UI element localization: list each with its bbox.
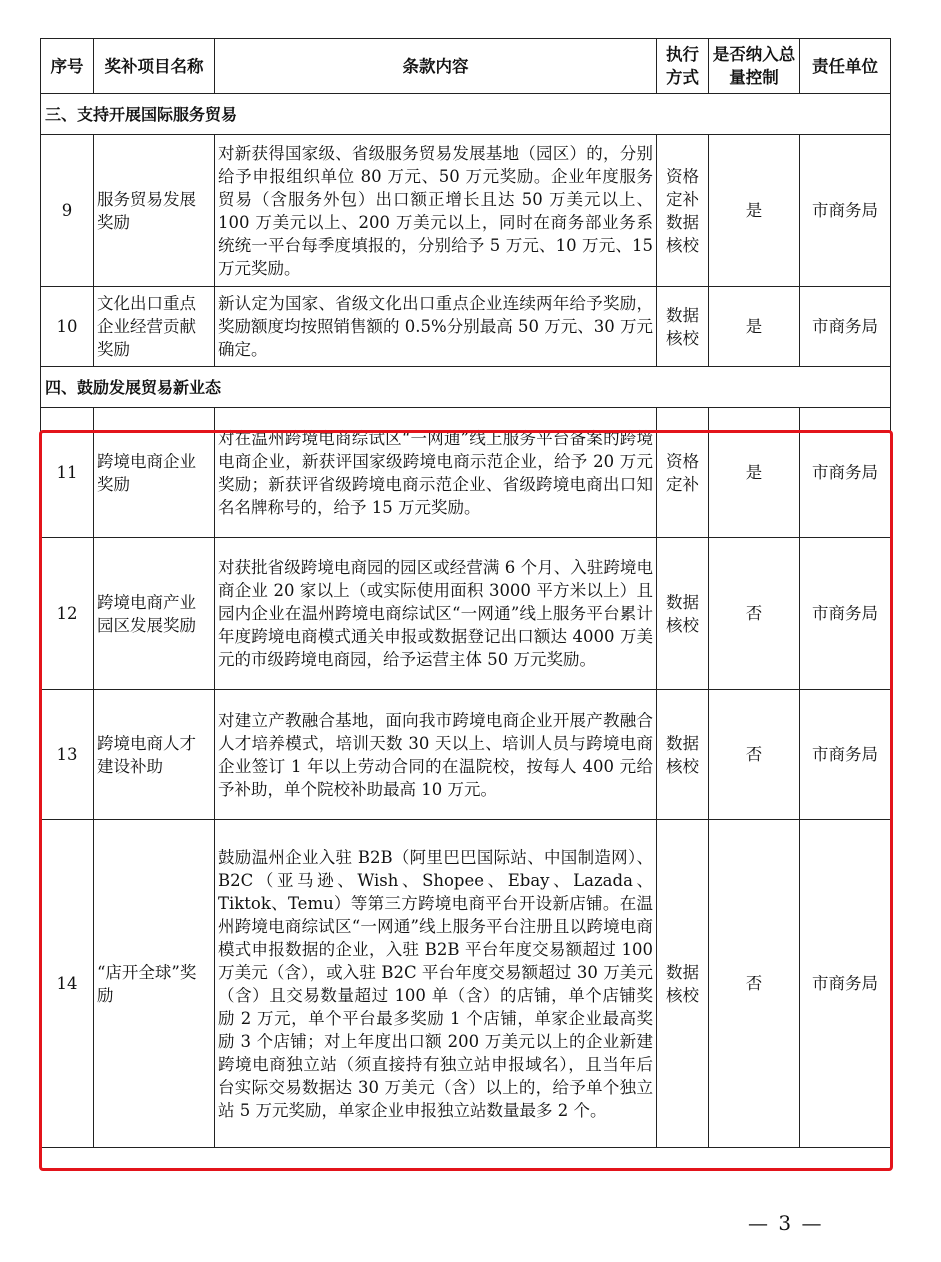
row-content: 鼓励温州企业入驻 B2B（阿里巴巴国际站、中国制造网）、B2C（亚马逊、Wish、Shopee、Ebay、Lazada、Tiktok、Temu）等第三方跨境电商平台开设新店铺。在温州跨境电商综试区“一网通”线上服务平台注册且以跨境电商模式申报数据的企业，入驻 B2B 平台年度交易额超过 100 万美元（含），或入驻 B2C 平台年度交易额超过 30 万美元（含）且交易数量超过 100 单（含）的店铺，单个店铺奖励 2 万元，单个平台最多奖励 1 个店铺，单家企业最高奖励 3 个店铺；对上年度出口额 200 万美元以上的企业新建跨境电商独立站（须直接持有独立站申报域名），且当年后台实际交易数据达 30 万美元（含）以上的，给予单个独立站 5 万元奖励，单家企业申报独立站数量最多 2 个。 bbox=[215, 820, 657, 1148]
row-no: 10 bbox=[41, 287, 94, 367]
row-mode: 数据核校 bbox=[657, 287, 709, 367]
table-row bbox=[41, 538, 891, 690]
row-content: 对新获得国家级、省级服务贸易发展基地（园区）的，分别给予申报组织单位 80 万元、50 万元奖励。企业年度服务贸易（含服务外包）出口额正增长且达 50 万美元以上、100 万美元以上、200 万美元以上，同时在商务部业务系统统一平台每季度填报的，分别给予 5 万元、10 万元、15 万元奖励。 bbox=[215, 135, 657, 287]
section-row bbox=[41, 367, 891, 408]
header-unit: 责任单位 bbox=[800, 39, 891, 94]
row-content: 对获批省级跨境电商园的园区或经营满 6 个月、入驻跨境电商企业 20 家以上（或实际使用面积 3000 平方米以上）且园内企业在温州跨境电商综试区“一网通”线上服务平台累计年度跨境电商模式通关申报或数据登记出口额达 4000 万美元的市级跨境电商园，给予运营主体 50 万元奖励。 bbox=[215, 538, 657, 690]
row-unit: 市商务局 bbox=[800, 820, 891, 1148]
row-unit: 市商务局 bbox=[800, 690, 891, 820]
row-mode: 数据核校 bbox=[657, 690, 709, 820]
section-title: 四、鼓励发展贸易新业态 bbox=[41, 367, 891, 408]
policy-table bbox=[40, 38, 891, 1148]
header-mode: 执行方式 bbox=[657, 39, 709, 94]
row-unit: 市商务局 bbox=[800, 538, 891, 690]
row-content: 对建立产教融合基地，面向我市跨境电商企业开展产教融合人才培养模式，培训天数 30 天以上、培训人员与跨境电商企业签订 1 年以上劳动合同的在温院校，按每人 400 元给予补助，单个院校补助最高 10 万元。 bbox=[215, 690, 657, 820]
row-control: 否 bbox=[709, 538, 800, 690]
row-unit: 市商务局 bbox=[800, 408, 891, 538]
header-control: 是否纳入总量控制 bbox=[709, 39, 800, 94]
row-control: 否 bbox=[709, 690, 800, 820]
section-row bbox=[41, 94, 891, 135]
row-name: “店开全球”奖励 bbox=[94, 820, 215, 1148]
row-name: 跨境电商产业园区发展奖励 bbox=[94, 538, 215, 690]
row-control: 是 bbox=[709, 135, 800, 287]
row-mode: 资格定补数据核校 bbox=[657, 135, 709, 287]
row-name: 服务贸易发展奖励 bbox=[94, 135, 215, 287]
table-row bbox=[41, 690, 891, 820]
table-header-row bbox=[41, 39, 891, 94]
row-name: 跨境电商人才建设补助 bbox=[94, 690, 215, 820]
row-control: 是 bbox=[709, 408, 800, 538]
row-content: 新认定为国家、省级文化出口重点企业连续两年给予奖励，奖励额度均按照销售额的 0.5%分别最高 50 万元、30 万元确定。 bbox=[215, 287, 657, 367]
row-no: 12 bbox=[41, 538, 94, 690]
row-no: 9 bbox=[41, 135, 94, 287]
row-content: 对在温州跨境电商综试区“一网通”线上服务平台备案的跨境电商企业，新获评国家级跨境电商示范企业，给予 20 万元奖励；新获评省级跨境电商示范企业、省级跨境电商出口知名名牌称号的，给予 15 万元奖励。 bbox=[215, 408, 657, 538]
row-control: 否 bbox=[709, 820, 800, 1148]
row-control: 是 bbox=[709, 287, 800, 367]
header-no: 序号 bbox=[41, 39, 94, 94]
section-title: 三、支持开展国际服务贸易 bbox=[41, 94, 891, 135]
row-no: 14 bbox=[41, 820, 94, 1148]
page-number: — 3 — bbox=[748, 1211, 824, 1235]
row-no: 11 bbox=[41, 408, 94, 538]
row-mode: 数据核校 bbox=[657, 820, 709, 1148]
row-no: 13 bbox=[41, 690, 94, 820]
header-name: 奖补项目名称 bbox=[94, 39, 215, 94]
table-row bbox=[41, 135, 891, 287]
header-content: 条款内容 bbox=[215, 39, 657, 94]
row-unit: 市商务局 bbox=[800, 287, 891, 367]
table-row bbox=[41, 408, 891, 538]
table-row bbox=[41, 820, 891, 1148]
table-row bbox=[41, 287, 891, 367]
row-name: 跨境电商企业奖励 bbox=[94, 408, 215, 538]
row-mode: 资格定补 bbox=[657, 408, 709, 538]
row-unit: 市商务局 bbox=[800, 135, 891, 287]
row-name: 文化出口重点企业经营贡献奖励 bbox=[94, 287, 215, 367]
row-mode: 数据核校 bbox=[657, 538, 709, 690]
